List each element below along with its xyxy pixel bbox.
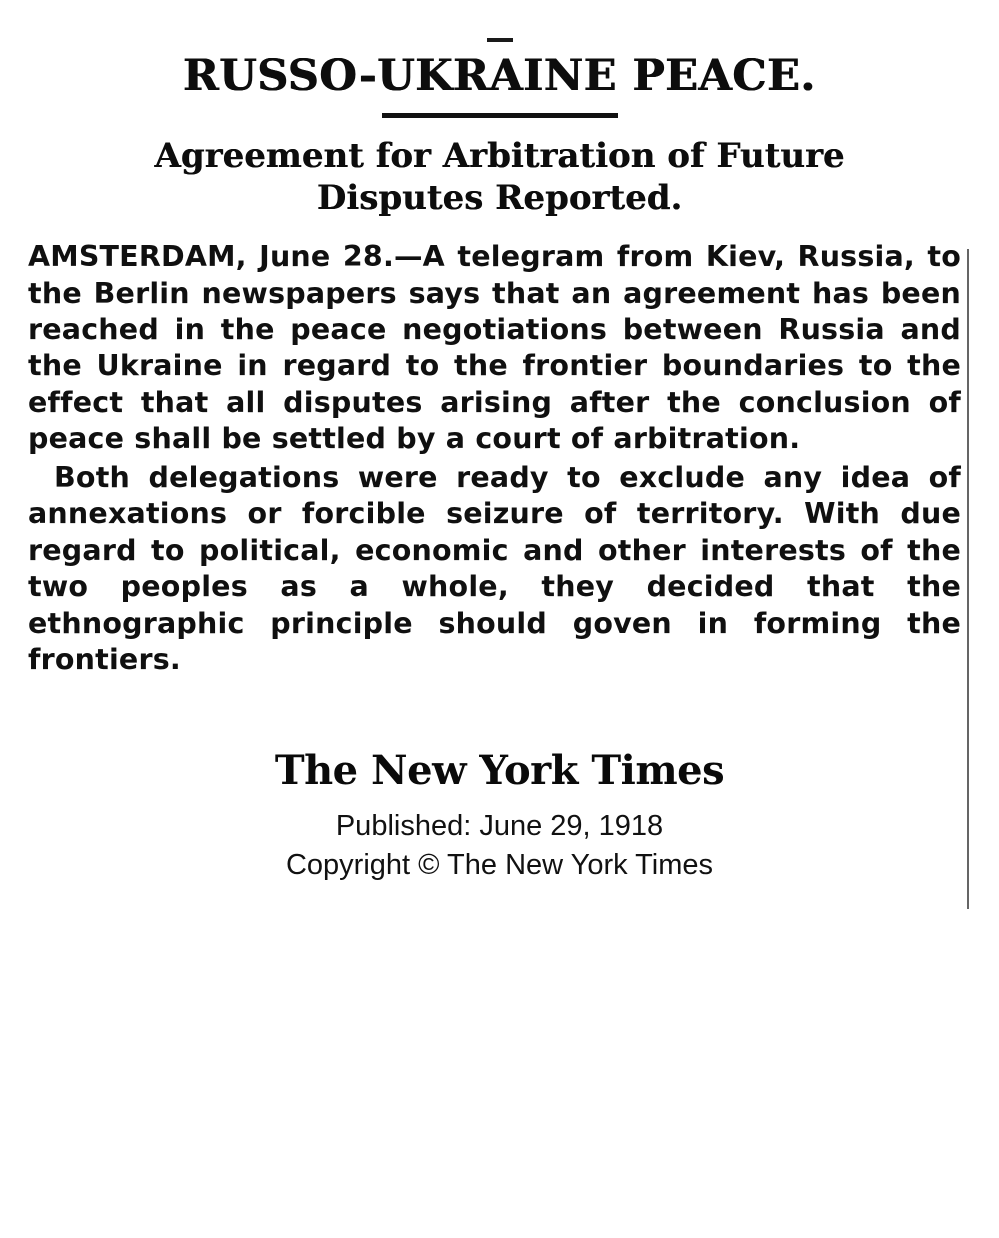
nyt-masthead: The New York Times [274, 746, 725, 794]
subheadline-line-1: Agreement for Arbitration of Future [154, 136, 845, 177]
clipping-footer [28, 746, 971, 885]
newspaper-clipping [0, 38, 999, 1238]
page-title: RUSSO-UKRAINE PEACE. [183, 51, 816, 101]
subheadline-line-2: Disputes Reported. [316, 177, 683, 218]
publication-credit [28, 807, 971, 885]
copyright-notice: Copyright © The New York Times [285, 848, 713, 881]
published-date: Published: June 29, 1918 [335, 809, 664, 842]
subheadline [66, 136, 934, 219]
article-paragraph: Both delegations were ready to exclude any idea of annexations or forcible seizure of territory. With due regard to political, economic and other interests of the two peoples as a whole, they decided that the ethnographic principle should goven in forming the frontiers. [28, 460, 961, 677]
top-dash-ornament [487, 38, 513, 42]
article-paragraph: AMSTERDAM, June 28.—A telegram from Kiev, Russia, to the Berlin newspapers says that an agreement has been reached in the peace negotiations between Russia and the Ukraine in regard to the frontier boundaries to the effect that all disputes arising after the conclusion of peace shall be settled by a court of arbitration. [28, 240, 961, 456]
column-rule [967, 249, 969, 909]
headline-divider [382, 113, 618, 118]
article-body [28, 239, 971, 679]
